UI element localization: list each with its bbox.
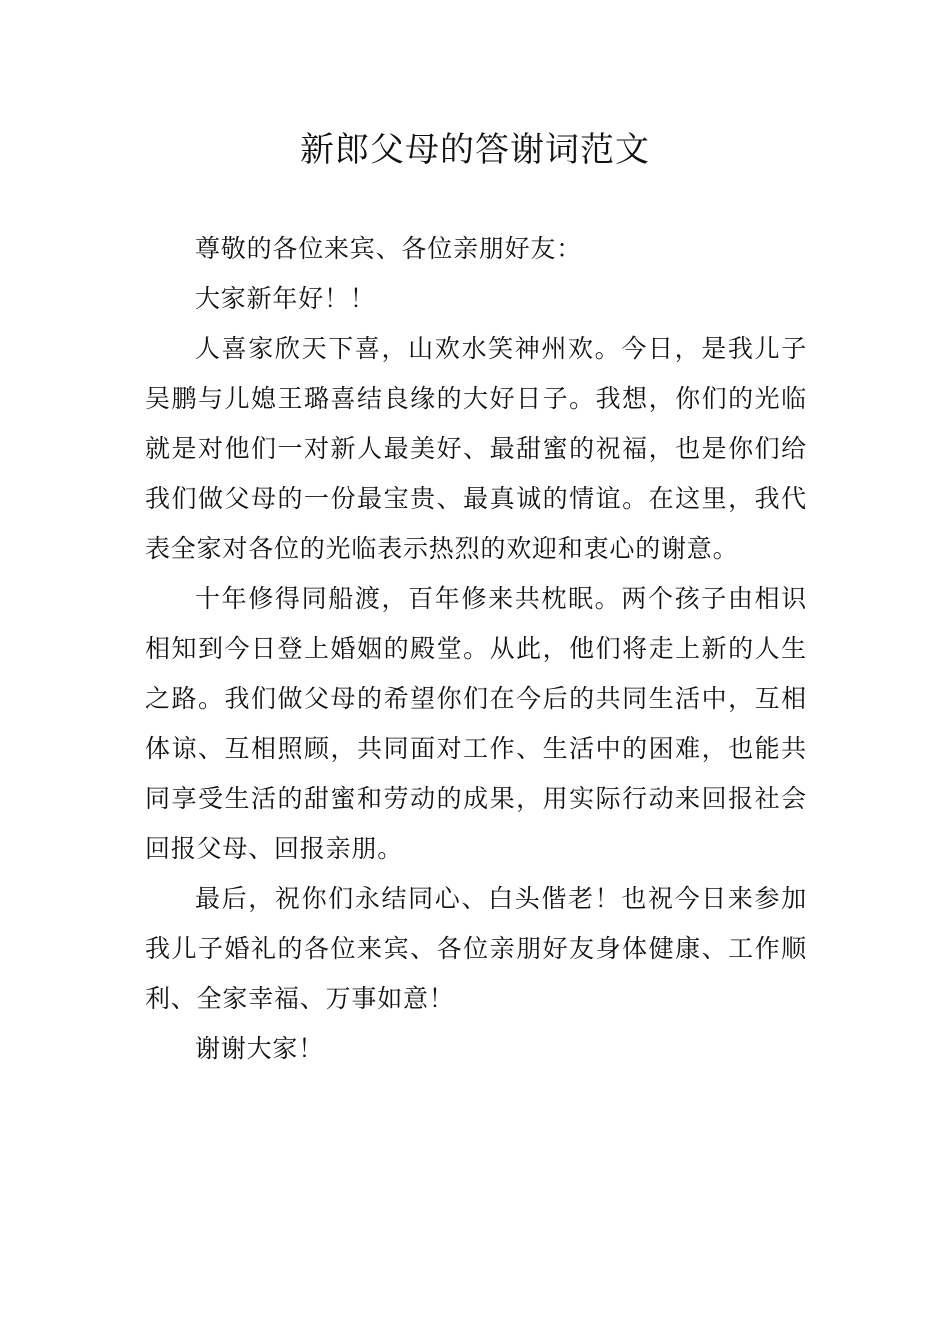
body-paragraph: 人喜家欣天下喜，山欢水笑神州欢。今日，是我儿子吴鹏与儿媳王璐喜结良缘的大好日子。我想，你们的光临就是对他们一对新人最美好、最甜蜜的祝福，也是你们给我们做父母的一份最宝贵、最真诚的情谊。在这里，我代表全家对各位的光临表示热烈的欢迎和衷心的谢意。 [145,334,807,563]
salutation-paragraph: 尊敬的各位来宾、各位亲朋好友： [195,234,583,263]
thanks-paragraph: 谢谢大家！ [195,1034,325,1063]
closing-paragraph: 最后，祝你们永结同心、白头偕老！也祝今日来参加我儿子婚礼的各位来宾、各位亲朋好友身体健康、工作顺利、全家幸福、万事如意！ [145,884,807,1013]
body-paragraph: 十年修得同船渡，百年修来共枕眠。两个孩子由相识相知到今日登上婚姻的殿堂。从此，他们将走上新的人生之路。我们做父母的希望你们在今后的共同生活中，互相体谅、互相照顾，共同面对工作、生活中的困难，也能共同享受生活的甜蜜和劳动的成果，用实际行动来回报社会回报父母、回报亲朋。 [145,584,807,863]
greeting-paragraph: 大家新年好！！ [195,284,376,313]
document-body [145,224,807,1074]
document-title: 新郎父母的答谢词范文 [300,130,650,170]
